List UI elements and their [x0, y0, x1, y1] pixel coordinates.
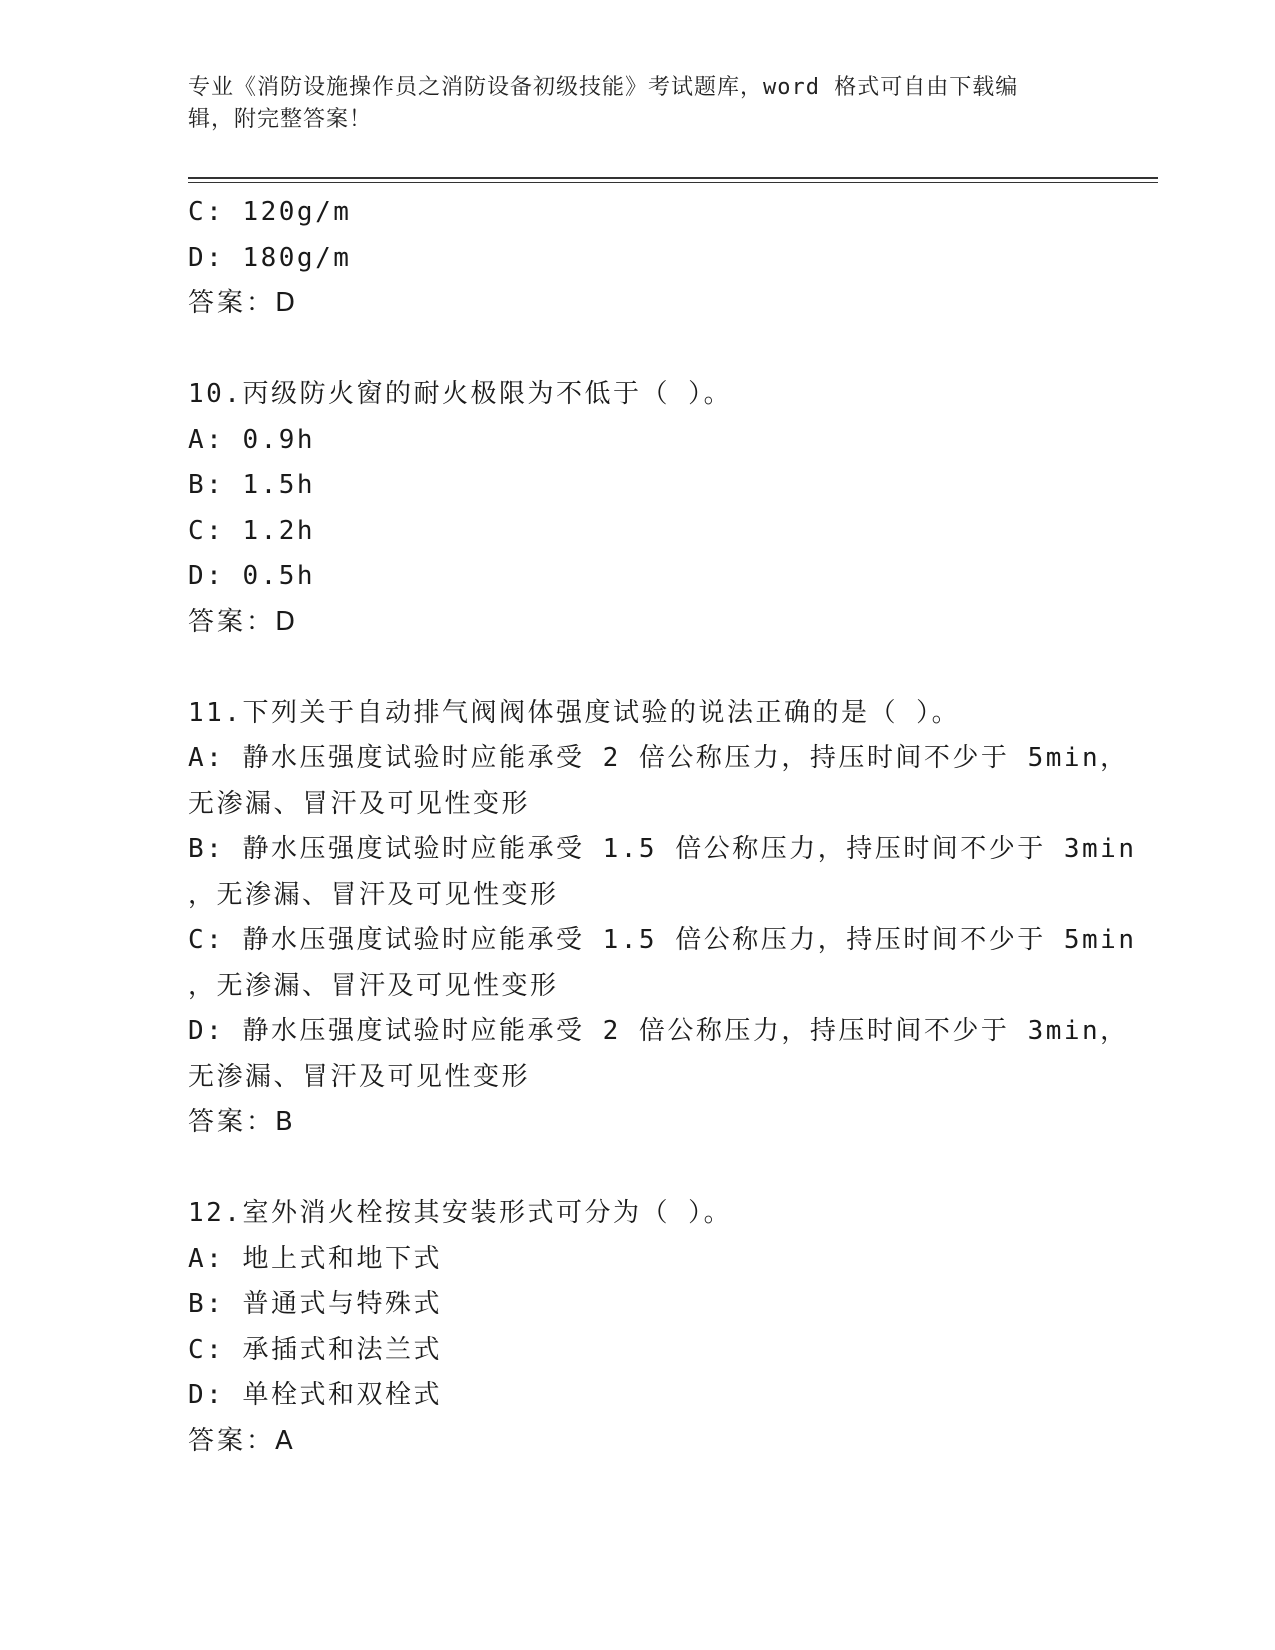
answer-line: 答案：D [188, 288, 299, 318]
option-line: 无渗漏、冒汗及可见性变形 [188, 788, 531, 819]
question-block-9 [188, 190, 1088, 327]
option-line: D: 180g/m [188, 242, 352, 273]
question-block-12 [188, 1191, 1088, 1464]
question-list [188, 190, 1137, 1464]
spacer [188, 645, 1088, 691]
header-divider-thin [188, 182, 1158, 183]
answer-line: 答案：A [188, 1425, 296, 1456]
option-line: B: 普通式与特殊式 [188, 1289, 442, 1319]
header-line-1: 专业《消防设施操作员之消防设备初级技能》考试题库，word 格式可自由下载编 [188, 75, 1019, 100]
question-stem: 12.室外消火栓按其安装形式可分为（ ）。 [188, 1198, 733, 1228]
option-line: A: 0.9h [188, 424, 316, 455]
spacer [188, 1146, 1088, 1192]
header-divider-thick [188, 177, 1158, 179]
answer-line: 答案：B [188, 1107, 296, 1137]
answer-line: 答案：D [188, 606, 299, 637]
option-line: A: 静水压强度试验时应能承受 2 倍公称压力，持压时间不少于 5min， [188, 743, 1129, 773]
question-block-10 [188, 372, 1088, 645]
option-line: B: 静水压强度试验时应能承受 1.5 倍公称压力，持压时间不少于 3min [188, 834, 1137, 864]
option-line: ，无渗漏、冒汗及可见性变形 [188, 879, 559, 910]
question-stem: 10.丙级防火窗的耐火极限为不低于（ ）。 [188, 379, 733, 409]
option-line: D: 静水压强度试验时应能承受 2 倍公称压力，持压时间不少于 3min， [188, 1016, 1129, 1046]
page-header [188, 72, 1088, 136]
option-line: 无渗漏、冒汗及可见性变形 [188, 1061, 531, 1092]
header-line-2: 辑，附完整答案！ [188, 107, 373, 132]
option-line: C: 承插式和法兰式 [188, 1334, 442, 1365]
spacer [188, 327, 1088, 373]
option-line: ，无渗漏、冒汗及可见性变形 [188, 970, 559, 1001]
option-line: D: 0.5h [188, 561, 316, 591]
question-block-11 [188, 691, 1137, 1146]
option-line: C: 静水压强度试验时应能承受 1.5 倍公称压力，持压时间不少于 5min [188, 925, 1137, 955]
option-line: C: 1.2h [188, 515, 316, 546]
option-line: C: 120g/m [188, 197, 352, 227]
option-line: D: 单栓式和双栓式 [188, 1380, 442, 1410]
option-line: A: 地上式和地下式 [188, 1243, 442, 1274]
question-stem: 11.下列关于自动排气阀阀体强度试验的说法正确的是（ ）。 [188, 697, 961, 728]
option-line: B: 1.5h [188, 470, 316, 500]
